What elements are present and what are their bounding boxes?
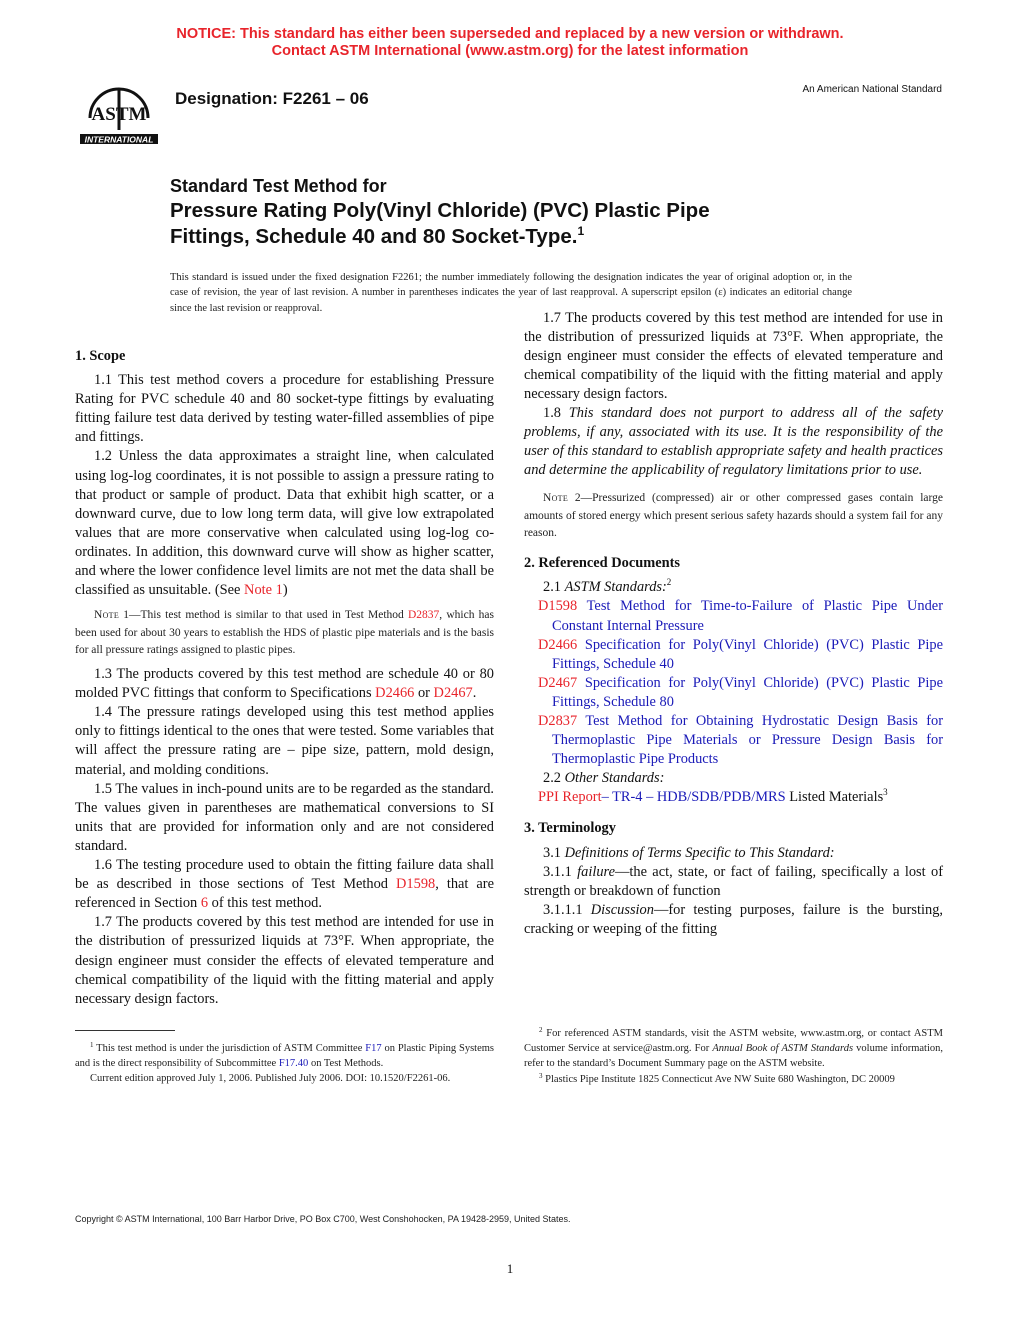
d1598-link[interactable]: D1598 <box>396 876 436 893</box>
left-column <box>75 347 495 1007</box>
title-line-2: Pressure Rating Poly(Vinyl Chloride) (PVC) Plastic Pipe <box>170 199 710 222</box>
d2837-link[interactable]: D2837 <box>407 609 440 622</box>
note-1-link[interactable]: Note 1 <box>244 582 283 599</box>
notice-line-1: NOTICE: This standard has either been superseded and replaced by a new version or withdrawn. <box>176 26 844 42</box>
f17-link[interactable]: F17 <box>365 1043 382 1054</box>
supersede-notice <box>0 26 1020 60</box>
title-footnote-mark: 1 <box>577 224 585 238</box>
para-1-7-continued: 1.7 The products covered by this test method are intended for use in the distribution of pressurized liquids at 73°F. When appropriate, the design engineer must consider the effects of elevated temperature and chemical compatibility of the liquid with the fitting material and apply necessary design factors. <box>524 310 943 403</box>
issued-statement: This standard is issued under the fixed designation F2261; the number immediately following the designation indicates the year of original adoption or, in the case of revision, the year of last revision. A number in parentheses indicates the year of last reapproval. A superscript epsilon (ε) indicates an editorial change since the last revision or reapproval. <box>170 272 852 314</box>
ref-d2837[interactable]: D2837 Test Method for Obtaining Hydrostatic Design Basis for Thermoplastic Pipe Materials or Pressure Design Basis for Thermoplastic Pipe Products <box>538 713 943 768</box>
d2467-link[interactable]: D2467 <box>433 685 473 702</box>
astm-logo-icon <box>76 76 162 150</box>
footnote-rule-left <box>75 1030 175 1031</box>
title-line-1: Standard Test Method for <box>170 176 387 196</box>
copyright-line: Copyright © ASTM International, 100 Barr Harbor Drive, PO Box C700, West Conshohocken, PA 19428-2959, United States. <box>75 1214 571 1224</box>
para-1-3: 1.3 The products covered by this test method are schedule 40 or 80 molded PVC fittings that conform to Specifications D2466 or D2467. <box>75 666 494 702</box>
para-3-1-1: 3.1.1 failure—the act, state, or fact of failing, specifically a lost of strength or breakdown of function <box>524 863 943 899</box>
note-2: Note 2—Pressurized (compressed) air or other compressed gases contain large amounts of stored energy which present serious safety hazards should a system fail for any reason. <box>524 492 943 539</box>
section-heading-scope: 1. Scope <box>75 348 126 364</box>
footnote-1: $^1$ This test method is under the jurisdiction of ASTM Committee F17 on Plastic Piping Systems and is the direct responsibility of Subcommittee F17.40 on Test Methods. Current edition approved July 1, 2006. Published July 2006. DOI: 10.1520/F2261-06. <box>75 1041 494 1085</box>
national-standard-label: An American National Standard <box>802 84 942 95</box>
footnote-2-3: $^2$ For referenced ASTM standards, visit the ASTM website, www.astm.org, or contact ASTM Customer Service at service@astm.org. For Annual Book of ASTM Standards volume information, refer to the standard’s Document Summary page on the ASTM website. $^3$ Plastics Pipe Institute 1825 Connecticut Ave NW Suite 680 Washington, DC 20009 <box>524 1026 943 1085</box>
ref-d2466[interactable]: D2466 Specification for Poly(Vinyl Chloride) (PVC) Plastic Pipe Fittings, Schedule 40 <box>538 636 943 672</box>
note-1: Note 1—This test method is similar to that used in Test Method D2837, which has been used for about 30 years to establish the HDS of plastic pipe materials and is the basis for all pressure ratings assigned to plastic pipes. <box>75 609 495 656</box>
para-1-8: 1.8 This standard does not purport to address all of the safety problems, if any, associated with its use. It is the responsibility of the user of this standard to establish appropriate safety and health practices and determine the applicability of regulatory limitations prior to use. <box>524 405 943 479</box>
para-1-4: 1.4 The pressure ratings developed using this test method applies only to fittings identical to the ones that were tested. Some variables that will affect the pressure rating are – pipe size, pattern, mold design, material, and molding conditions. <box>75 704 494 778</box>
para-1-6: 1.6 The testing procedure used to obtain the fitting failure data shall be as described in those sections of Test Method D1598, that are referenced in Section 6 of this test method. <box>75 857 494 912</box>
title-line-3: Fittings, Schedule 40 and 80 Socket-Type. <box>170 225 578 248</box>
para-1-1: 1.1 This test method covers a procedure for establishing Pressure Rating for PVC schedule 40 and 80 socket-type fittings by evaluating fitting failure test data derived by testing water-filled assemblies of pipe and fittings. <box>75 372 494 446</box>
para-1-2: 1.2 Unless the data approximates a straight line, when calculated using log-log coordinates, it is not possible to assign a pressure rating to that product or sample of product. Data that exhibit high scatter, or a downward curve, due to low long term data, will give low extrapolated values that are more conservative when calculated using log-log co-ordinates. In addition, this downward curve will show as higher scatter, and where the lower confidence level limits are not met the data shall be classified as unsuitable. (See Note 1) <box>75 448 494 599</box>
para-3-1: 3.1 Definitions of Terms Specific to This Standard: <box>543 844 835 861</box>
f1740-link[interactable]: F17.40 <box>278 1058 309 1070</box>
ref-d1598[interactable]: D1598 Test Method for Time-to-Failure of Plastic Pipe Under Constant Internal Pressure <box>538 598 943 634</box>
logo-subtext: INTERNATIONAL <box>84 134 154 145</box>
para-3-1-1-1: 3.1.1.1 Discussion—for testing purposes, failure is the bursting, cracking or weeping of the fitting <box>524 901 943 937</box>
document-title <box>170 174 870 250</box>
para-2-2: 2.2 Other Standards: <box>543 770 665 787</box>
logo-text: ASTM <box>91 104 147 125</box>
section-heading-terminology: 3. Terminology <box>524 820 616 837</box>
ref-d2467[interactable]: D2467 Specification for Poly(Vinyl Chloride) (PVC) Plastic Pipe Fittings, Schedule 80 <box>538 674 943 710</box>
section-heading-referenced: 2. Referenced Documents <box>524 555 680 572</box>
para-1-7: 1.7 The products covered by this test method are intended for use in the distribution of pressurized liquids at 73°F. When appropriate, the design engineer must consider the effects of elevated temperature and chemical compatibility of the liquid with the fitting material and apply necessary design factors. <box>75 914 494 1007</box>
right-column <box>524 310 943 939</box>
page-number: 1 <box>506 1261 514 1276</box>
para-1-5: 1.5 The values in inch-pound units are to be regarded as the standard. The values given in parentheses are mathematical conversions to SI units that are provided for information only and are not considered standard. <box>75 780 494 854</box>
designation: Designation: F2261 – 06 <box>175 89 369 108</box>
ref-ppi[interactable]: PPI Report– TR-4 – HDB/SDB/PDB/MRS Listed Materials$^3$ <box>538 787 888 806</box>
section-6-link[interactable]: 6 <box>200 895 209 912</box>
para-2-1: 2.1 ASTM Standards:$^2$ <box>543 577 672 596</box>
notice-line-2: Contact ASTM International (www.astm.org) for the latest information <box>271 43 749 59</box>
d2466-link[interactable]: D2466 <box>375 685 415 702</box>
